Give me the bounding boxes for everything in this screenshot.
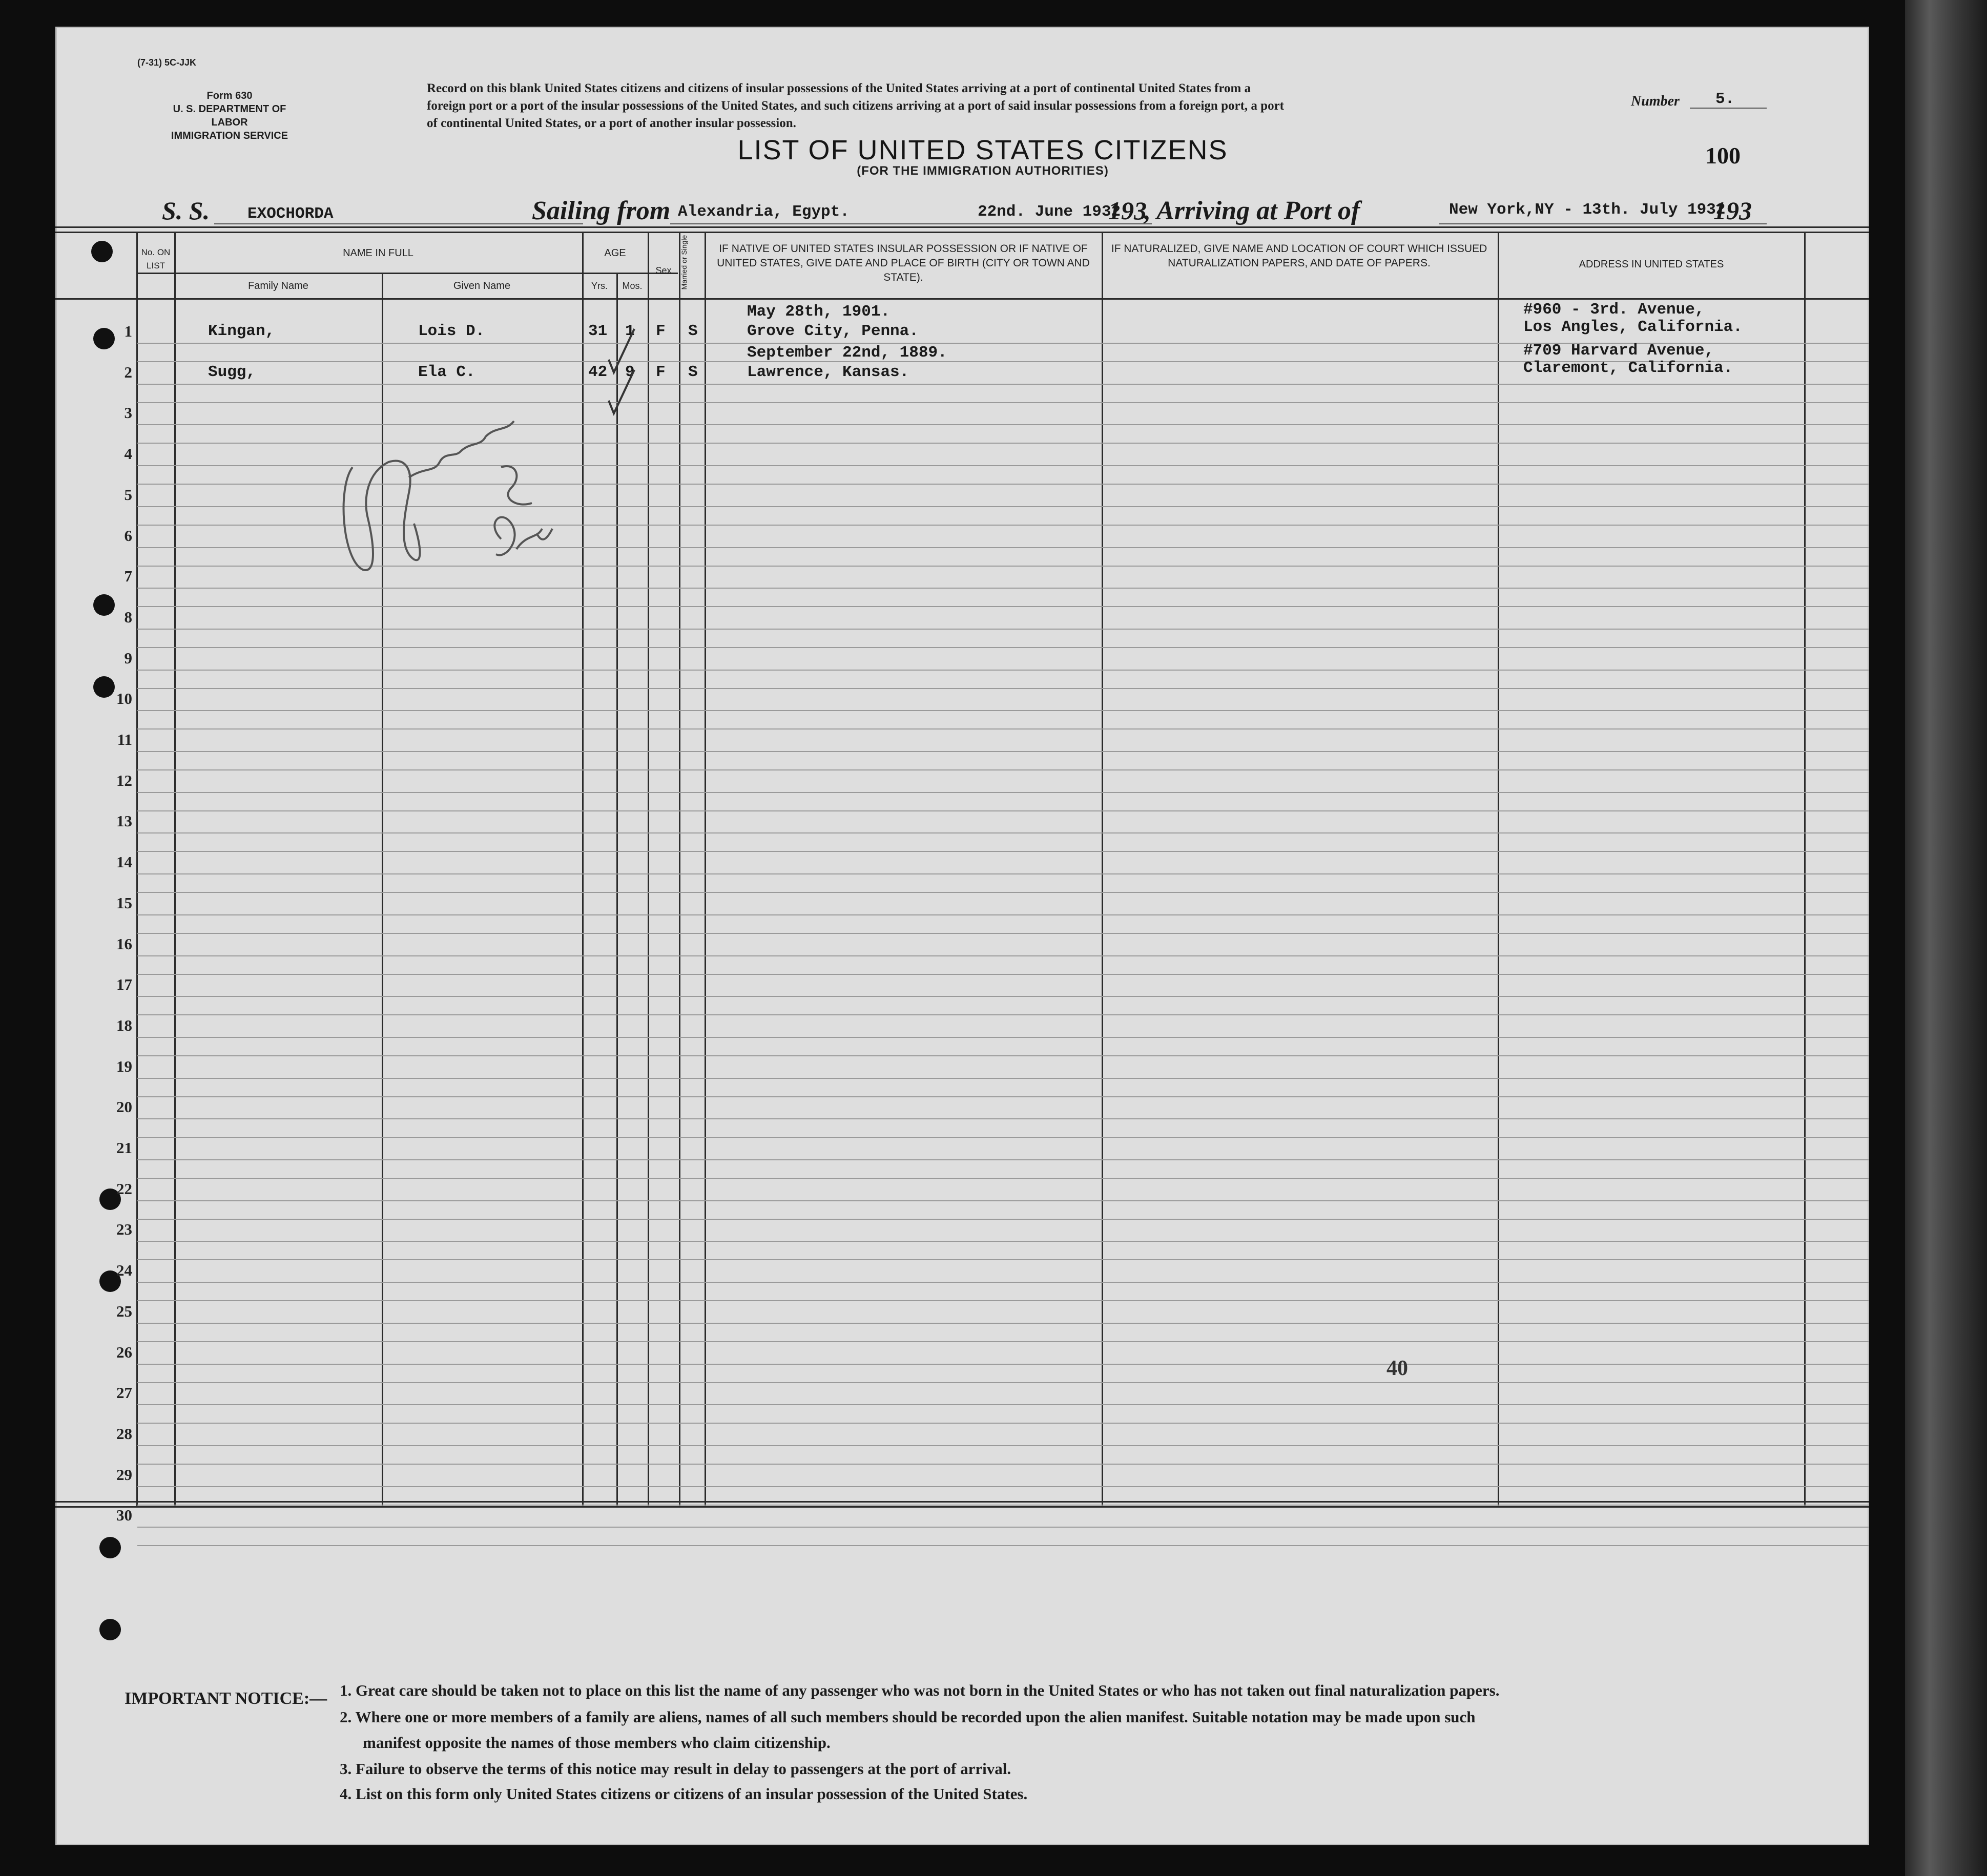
form-id-block: [168, 89, 291, 142]
row-rule: [137, 996, 1869, 997]
row-number: 12: [116, 771, 132, 789]
notice-item-2a: 2. Where one or more members of a family are aliens, names of all such members should be recorded upon the alien manifest. Suitable notation may be made upon such: [340, 1708, 1476, 1726]
entry-family: Sugg,: [208, 363, 256, 381]
row-number: 16: [116, 934, 132, 953]
row-number: 24: [116, 1261, 132, 1280]
col-name-header: NAME IN FULL: [343, 247, 413, 259]
entry-yrs: 42: [588, 363, 608, 381]
col-sex-header: Sex: [655, 265, 672, 276]
sailing-underline: [670, 223, 1152, 224]
row-number: 14: [116, 853, 132, 871]
notice-item-1: 1. Great care should be taken not to place on this list the name of any passenger who was not born in the United States or who has not taken out final naturalization papers.: [340, 1681, 1500, 1699]
ship-name: EXOCHORDA: [247, 205, 334, 223]
col-birth-header: IF NATIVE OF UNITED STATES INSULAR POSSESSION OR IF NATIVE OF UNITED STATES, GIVE DATE AND PLACE OF BIRTH (CITY OR TOWN AND STATE).: [717, 243, 1090, 283]
punch-hole: [91, 241, 113, 262]
row-rule: [137, 1527, 1869, 1528]
row-number: 8: [124, 608, 132, 626]
row-number: 4: [124, 445, 132, 463]
row-number: 18: [116, 1016, 132, 1034]
entry-mos: 1: [625, 322, 635, 340]
row-number: 11: [117, 731, 132, 748]
row-rule: [137, 873, 1869, 874]
form-number: Form 630: [206, 90, 253, 101]
punch-hole: [99, 1537, 121, 1558]
row-number: 30: [116, 1506, 132, 1525]
instructions-line-3: of continental United States, or a port of another insular possession.: [427, 116, 796, 130]
row-number: 23: [116, 1220, 132, 1239]
entry-birth-1: May 28th, 1901.: [747, 303, 891, 321]
entry-given: Lois D.: [418, 322, 485, 340]
row-rule: [137, 402, 1869, 403]
row-rule: [137, 1364, 1869, 1365]
col-divider: [616, 273, 618, 1506]
row-number: 9: [124, 649, 132, 667]
row-rule: [137, 1159, 1869, 1160]
row-rule: [137, 1404, 1869, 1405]
entry-family: Kingan,: [208, 322, 275, 340]
form-code: (7-31) 5C-JJK: [137, 57, 197, 68]
row-number: 3: [124, 404, 132, 422]
page-number: 100: [1705, 142, 1741, 169]
row-number: 27: [116, 1384, 132, 1402]
col-divider: [1102, 232, 1103, 1506]
notice-heading: IMPORTANT NOTICE:—: [125, 1689, 327, 1708]
row-number: 25: [116, 1302, 132, 1320]
table-bottom-border: [55, 1501, 1869, 1503]
row-rule: [137, 892, 1869, 893]
row-rule: [137, 1219, 1869, 1220]
manifest-sheet: [55, 27, 1869, 1845]
header-bottom-border: [55, 298, 1869, 300]
row-rule: [137, 751, 1869, 752]
row-rule: [137, 1341, 1869, 1342]
row-rule: [137, 1118, 1869, 1119]
row-rule: [137, 1300, 1869, 1301]
table-bottom-border: [55, 1506, 1869, 1508]
instructions-line-1: Record on this blank United States citizens and citizens of insular possessions of the United States arriving at a port of continental United States from a: [427, 81, 1251, 95]
row-rule: [137, 1078, 1869, 1079]
row-number: 21: [116, 1139, 132, 1157]
entry-sex: F: [656, 322, 666, 340]
row-rule: [137, 1200, 1869, 1201]
service: IMMIGRATION SERVICE: [171, 130, 288, 141]
col-no-header: No. ON LIST: [141, 247, 171, 270]
row-rule: [137, 955, 1869, 956]
row-number: 15: [116, 893, 132, 912]
row-rule: [137, 710, 1869, 711]
row-number: 7: [124, 567, 132, 586]
entry-addr-1: #960 - 3rd. Avenue,: [1523, 301, 1705, 319]
number-value: 5.: [1715, 90, 1735, 108]
row-rule: [137, 1464, 1869, 1465]
row-rule: [137, 1382, 1869, 1383]
sailing-date: 22nd. June 1932: [978, 203, 1121, 221]
entry-sex: F: [656, 363, 666, 381]
check-marks: [604, 324, 645, 447]
col-age-header: AGE: [604, 247, 626, 259]
col-mos-header: Mos.: [622, 281, 643, 291]
row-number: 13: [116, 812, 132, 830]
row-number: 20: [116, 1098, 132, 1116]
row-rule: [137, 1423, 1869, 1424]
col-married-header: Married or Single: [680, 235, 688, 290]
col-divider: [1804, 232, 1806, 1506]
col-yrs-header: Yrs.: [591, 281, 608, 291]
row-rule: [137, 851, 1869, 852]
table-top-border: [55, 232, 1869, 233]
stamp-number: 40: [1386, 1357, 1408, 1380]
sailing-from: Alexandria, Egypt.: [678, 203, 850, 221]
col-divider: [582, 232, 584, 1506]
row-number: 10: [116, 690, 132, 708]
row-rule: [137, 810, 1869, 811]
row-rule: [137, 974, 1869, 975]
col-divider: [679, 232, 680, 1506]
entry-given: Ela C.: [418, 363, 475, 381]
row-rule: [137, 1037, 1869, 1038]
row-rule: [137, 1259, 1869, 1260]
row-rule: [137, 670, 1869, 671]
table-top-border: [55, 226, 1869, 228]
row-rule: [137, 1445, 1869, 1446]
sailing-label: Sailing from: [532, 196, 671, 225]
entry-ms: S: [688, 363, 698, 381]
row-rule: [137, 1545, 1869, 1546]
year-suffix-1: 193: [1108, 196, 1147, 225]
entry-birth-2: Lawrence, Kansas.: [747, 363, 909, 381]
binder-edge: [1905, 0, 1987, 1876]
page-subtitle: (FOR THE IMMIGRATION AUTHORITIES): [857, 164, 1109, 178]
row-number: 28: [116, 1424, 132, 1443]
row-rule: [137, 1014, 1869, 1015]
row-number: 2: [124, 363, 132, 381]
instructions: [427, 80, 1590, 132]
page-title: LIST OF UNITED STATES CITIZENS: [737, 135, 1228, 165]
entry-birth-2: Grove City, Penna.: [747, 322, 919, 340]
row-rule: [137, 384, 1869, 385]
row-number: 17: [116, 975, 132, 994]
row-rule: [137, 647, 1869, 648]
ship-underline: [214, 223, 583, 224]
punch-hole: [99, 1619, 121, 1640]
row-rule: [137, 769, 1869, 770]
row-rule: [137, 832, 1869, 833]
col-divider: [1498, 232, 1499, 1506]
row-number: 19: [116, 1057, 132, 1075]
row-rule: [137, 1055, 1869, 1056]
arriving-label: , Arriving at Port of: [1144, 196, 1360, 225]
notice-item-2b: manifest opposite the names of those members who claim citizenship.: [363, 1734, 831, 1752]
number-label: Number: [1631, 93, 1680, 109]
ss-label: S. S.: [162, 196, 210, 225]
year-suffix-2: 193: [1713, 196, 1752, 225]
inspector-handwriting: [332, 406, 557, 600]
entry-birth-1: September 22nd, 1889.: [747, 343, 947, 362]
row-rule: [137, 1241, 1869, 1242]
row-number: 22: [116, 1179, 132, 1198]
entry-yrs: 31: [588, 322, 608, 340]
row-rule: [137, 792, 1869, 793]
col-family-header: Family Name: [248, 280, 308, 291]
row-rule: [137, 688, 1869, 689]
row-rule: [137, 629, 1869, 630]
entry-addr-1: #709 Harvard Avenue,: [1523, 341, 1714, 360]
col-address-header: ADDRESS IN UNITED STATES: [1579, 259, 1724, 270]
row-number: 5: [124, 485, 132, 504]
inspector-text: [363, 426, 366, 427]
col-divider: [136, 232, 138, 1506]
row-rule: [137, 1505, 1869, 1506]
row-number: 6: [124, 526, 132, 545]
department: U. S. DEPARTMENT OF LABOR: [173, 103, 286, 128]
col-divider: [648, 232, 649, 1506]
row-rule: [137, 1323, 1869, 1324]
notice-item-3: 3. Failure to observe the terms of this notice may result in delay to passengers at the port of arrival.: [340, 1760, 1011, 1778]
row-rule: [137, 933, 1869, 934]
entry-mos: 9: [625, 363, 635, 381]
header-divider: [137, 273, 678, 274]
col-given-header: Given Name: [453, 280, 511, 291]
entry-addr-2: Los Angles, California.: [1523, 318, 1743, 336]
instructions-line-2: foreign port or a port of the insular possessions of the United States, and such citizens arriving at a port of said insular possessions from a foreign port, a port: [427, 99, 1284, 113]
row-number: 29: [116, 1465, 132, 1484]
col-divider: [174, 232, 176, 1506]
row-number: 26: [116, 1343, 132, 1361]
entry-ms: S: [688, 322, 698, 340]
row-number: 1: [124, 322, 132, 340]
row-rule: [137, 728, 1869, 729]
row-rule: [137, 1178, 1869, 1179]
col-naturalized-header: IF NATURALIZED, GIVE NAME AND LOCATION OF COURT WHICH ISSUED NATURALIZATION PAPERS, AND DATE OF PAPERS.: [1111, 243, 1487, 269]
row-rule: [137, 914, 1869, 915]
arrival-port-date: New York,NY - 13th. July 1932: [1449, 201, 1726, 219]
entry-addr-2: Claremont, California.: [1523, 359, 1733, 377]
row-rule: [137, 1486, 1869, 1487]
row-rule: [137, 1137, 1869, 1138]
col-divider: [705, 232, 706, 1506]
row-rule: [137, 606, 1869, 607]
row-rule: [137, 1096, 1869, 1097]
notice-item-4: 4. List on this form only United States citizens or citizens of an insular possession of the United States.: [340, 1785, 1028, 1803]
row-rule: [137, 1282, 1869, 1283]
